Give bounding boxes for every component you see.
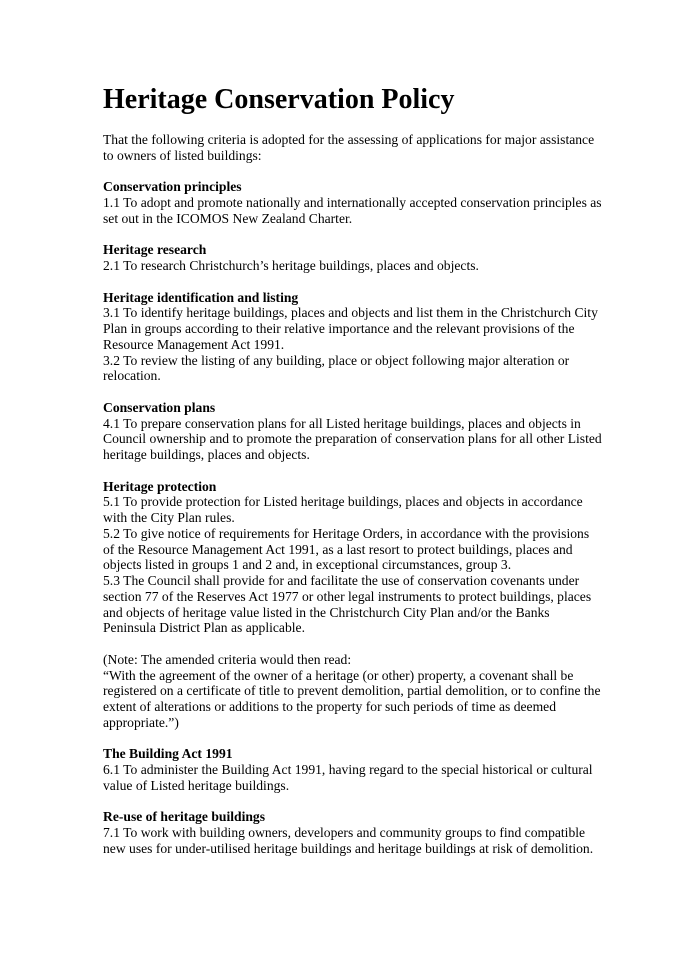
section-heading: Heritage identification and listing bbox=[103, 289, 299, 305]
section-heading: Re-use of heritage buildings bbox=[103, 809, 265, 825]
section-heritage-identification bbox=[103, 290, 603, 385]
clause-5-2: 5.2 To give notice of requirements for Heritage Orders, in accordance with the provisions of the Resource Management Act 1991, as a last resort to protect buildings, places and objects listed in groups 1 and 2 and, in exceptional circumstances, group 3. bbox=[103, 525, 590, 573]
section-heritage-protection bbox=[103, 479, 603, 637]
clause-2-1: 2.1 To research Christchurch’s heritage buildings, places and objects. bbox=[103, 258, 479, 273]
clause-5-1: 5.1 To provide protection for Listed heritage buildings, places and objects in accordance with the City Plan rules. bbox=[103, 494, 583, 525]
note-intro: (Note: The amended criteria would then read: bbox=[103, 651, 352, 667]
section-conservation-plans bbox=[103, 400, 603, 463]
section-heritage-research bbox=[103, 242, 603, 274]
clause-4-1: 4.1 To prepare conservation plans for all Listed heritage buildings, places and objects in Council ownership and to promote the preparation of conservation plans for all other Listed heritage buildings, places and objects. bbox=[103, 415, 602, 462]
section-reuse-heritage-buildings bbox=[103, 809, 603, 856]
section-heading: The Building Act 1991 bbox=[103, 746, 233, 762]
section-heading: Conservation plans bbox=[103, 399, 216, 415]
section-building-act bbox=[103, 746, 603, 793]
intro-paragraph: That the following criteria is adopted for the assessing of applications for major assistance to owners of listed buildings: bbox=[103, 132, 595, 163]
section-heading: Heritage research bbox=[103, 242, 207, 258]
clause-7-1: 7.1 To work with building owners, developers and community groups to find compatible new uses for under-utilised heritage buildings and heritage buildings at risk of demolition. bbox=[103, 825, 594, 856]
clause-3-1: 3.1 To identify heritage buildings, places and objects and list them in the Christchurch City Plan in groups according to their relative importance and the relevant provisions of the Resource Management Act 1991. bbox=[103, 305, 598, 352]
section-heading: Conservation principles bbox=[103, 179, 242, 195]
clause-3-2: 3.2 To review the listing of any building, place or object following major alteration or relocation. bbox=[103, 352, 570, 384]
clause-6-1: 6.1 To administer the Building Act 1991, having regard to the special historical or cultural value of Listed heritage buildings. bbox=[103, 762, 593, 793]
section-heading: Heritage protection bbox=[103, 478, 217, 494]
note-quote: “With the agreement of the owner of a heritage (or other) property, a covenant shall be registered on a certificate of title to prevent demolition, partial demolition, or to confine the extent of alterations or additions to the property for such periods of time as deemed appropriate.”) bbox=[103, 667, 601, 730]
document-title: Heritage Conservation Policy bbox=[103, 84, 455, 115]
amendment-note bbox=[103, 652, 603, 731]
document-page bbox=[103, 84, 603, 872]
section-conservation-principles bbox=[103, 179, 603, 226]
clause-5-3: 5.3 The Council shall provide for and facilitate the use of conservation covenants under section 77 of the Reserves Act 1977 or other legal instruments to protect buildings, places and objects of heritage value listed in the Christchurch City Plan and/or the Banks Peninsula District Plan as applicable. bbox=[103, 573, 592, 636]
clause-1-1: 1.1 To adopt and promote nationally and internationally accepted conservation principles as set out in the ICOMOS New Zealand Charter. bbox=[103, 195, 602, 226]
